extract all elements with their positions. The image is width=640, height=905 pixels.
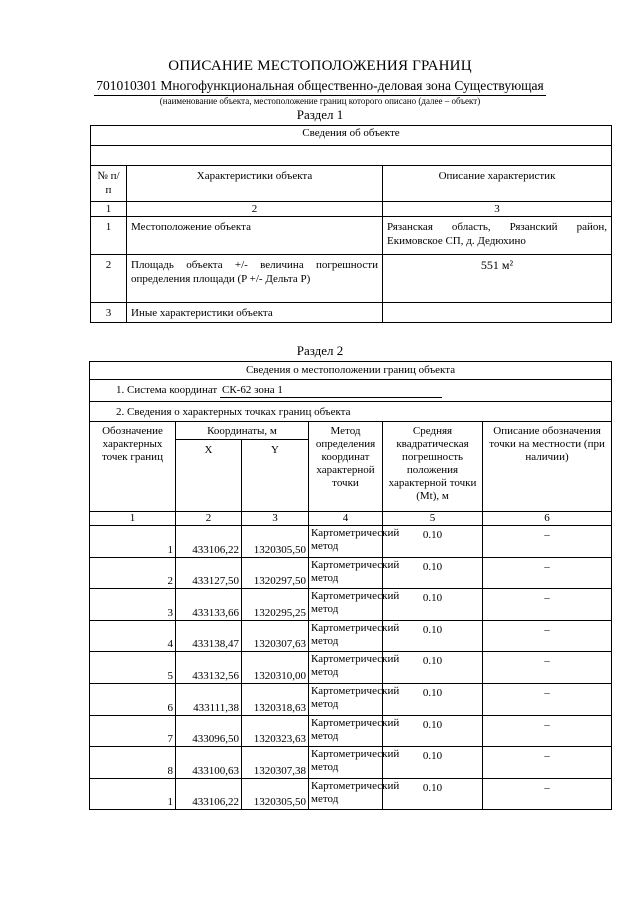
coord-y: 1320307,63 xyxy=(242,620,309,652)
method-value: Картометрический метод xyxy=(309,526,383,558)
point-number: 3 xyxy=(90,589,176,621)
coord-y: 1320305,50 xyxy=(242,526,309,558)
col-index: 2 xyxy=(176,512,242,526)
point-description: – xyxy=(483,557,612,589)
coord-x: 433132,56 xyxy=(176,652,242,684)
col-header-point: Обозначение характерных точек границ xyxy=(90,422,176,512)
coord-y: 1320323,63 xyxy=(242,715,309,747)
col-header-method: Метод определения координат характерной точки xyxy=(309,422,383,512)
coord-system-label: 1. Система координат xyxy=(116,384,218,396)
table-row xyxy=(90,715,612,747)
mt-value: 0.10 xyxy=(383,526,483,558)
point-number: 7 xyxy=(90,715,176,747)
section1-heading: Раздел 1 xyxy=(296,107,344,122)
col-index: 3 xyxy=(242,512,309,526)
point-description: – xyxy=(483,620,612,652)
point-description: – xyxy=(483,526,612,558)
coord-x: 433106,22 xyxy=(176,778,242,810)
coord-y: 1320307,38 xyxy=(242,747,309,779)
empty-row xyxy=(91,146,612,166)
object-info-table xyxy=(90,125,612,323)
point-number: 1 xyxy=(90,778,176,810)
point-description: – xyxy=(483,589,612,621)
point-description: – xyxy=(483,715,612,747)
method-value: Картометрический метод xyxy=(309,652,383,684)
point-number: 8 xyxy=(90,747,176,779)
row-number: 1 xyxy=(91,217,127,255)
mt-value: 0.10 xyxy=(383,747,483,779)
section2-heading: Раздел 2 xyxy=(296,343,344,358)
method-value: Картометрический метод xyxy=(309,620,383,652)
object-name-caption: (наименование объекта, местоположение границ которого описано (далее – объект) xyxy=(159,96,481,106)
row-number: 2 xyxy=(91,255,127,303)
characteristic-name: Иные характеристики объекта xyxy=(127,303,383,323)
object-name: 701010301 Многофункциональная общественно-деловая зона Существующая xyxy=(94,78,546,96)
coord-x: 433100,63 xyxy=(176,747,242,779)
coord-y: 1320297,50 xyxy=(242,557,309,589)
points-label: 2. Сведения о характерных точках границ объекта xyxy=(90,402,612,422)
table-row xyxy=(91,255,612,303)
mt-value: 0.10 xyxy=(383,589,483,621)
coord-system-row xyxy=(90,380,612,402)
col-index: 5 xyxy=(383,512,483,526)
table-row xyxy=(90,747,612,779)
col-index: 6 xyxy=(483,512,612,526)
document-title: ОПИСАНИЕ МЕСТОПОЛОЖЕНИЯ ГРАНИЦ xyxy=(168,58,472,74)
point-description: – xyxy=(483,778,612,810)
method-value: Картометрический метод xyxy=(309,715,383,747)
col-header-description: Описание обозначения точки на местности (при наличии) xyxy=(483,422,612,512)
boundary-table-title: Сведения о местоположении границ объекта xyxy=(90,362,612,380)
table-row xyxy=(90,683,612,715)
col-index: 2 xyxy=(127,202,383,217)
coord-x: 433133,66 xyxy=(176,589,242,621)
method-value: Картометрический метод xyxy=(309,683,383,715)
method-value: Картометрический метод xyxy=(309,778,383,810)
coord-y: 1320305,50 xyxy=(242,778,309,810)
point-number: 4 xyxy=(90,620,176,652)
col-header-characteristic: Характеристики объекта xyxy=(127,166,383,202)
col-header-no: № п/п xyxy=(91,166,127,202)
table-row xyxy=(90,620,612,652)
table-row xyxy=(90,557,612,589)
mt-value: 0.10 xyxy=(383,652,483,684)
table-row xyxy=(90,526,612,558)
characteristic-name: Площадь объекта +/- величина погрешности определения площади (P +/- Дельта P) xyxy=(127,255,383,303)
point-number: 5 xyxy=(90,652,176,684)
col-header-description: Описание характеристик xyxy=(383,166,612,202)
col-header-mt: Средняя квадратическая погрешность положения характерной точки (Mt), м xyxy=(383,422,483,512)
col-header-y: Y xyxy=(242,440,309,512)
col-index: 1 xyxy=(90,512,176,526)
row-number: 3 xyxy=(91,303,127,323)
col-header-x: X xyxy=(176,440,242,512)
mt-value: 0.10 xyxy=(383,620,483,652)
table-row xyxy=(90,589,612,621)
characteristic-name: Местоположение объекта xyxy=(127,217,383,255)
point-number: 6 xyxy=(90,683,176,715)
mt-value: 0.10 xyxy=(383,683,483,715)
col-index: 1 xyxy=(91,202,127,217)
method-value: Картометрический метод xyxy=(309,557,383,589)
coord-x: 433138,47 xyxy=(176,620,242,652)
coord-y: 1320318,63 xyxy=(242,683,309,715)
coord-x: 433127,50 xyxy=(176,557,242,589)
point-number: 2 xyxy=(90,557,176,589)
table-row xyxy=(90,652,612,684)
characteristic-value: Рязанская область, Рязанский район, Екимовское СП, д. Дедюхино xyxy=(383,217,612,255)
coord-y: 1320295,25 xyxy=(242,589,309,621)
characteristic-value xyxy=(383,303,612,323)
method-value: Картометрический метод xyxy=(309,747,383,779)
point-description: – xyxy=(483,652,612,684)
table-row xyxy=(91,217,612,255)
coord-x: 433096,50 xyxy=(176,715,242,747)
boundary-points-table xyxy=(89,361,612,810)
point-number: 1 xyxy=(90,526,176,558)
col-index: 3 xyxy=(383,202,612,217)
coord-y: 1320310,00 xyxy=(242,652,309,684)
object-info-title: Сведения об объекте xyxy=(91,126,612,146)
coord-system-value: СК-62 зона 1 xyxy=(220,384,442,398)
mt-value: 0.10 xyxy=(383,715,483,747)
method-value: Картометрический метод xyxy=(309,589,383,621)
area-value: 551 м² xyxy=(383,255,612,303)
mt-value: 0.10 xyxy=(383,778,483,810)
table-row xyxy=(90,778,612,810)
mt-value: 0.10 xyxy=(383,557,483,589)
point-description: – xyxy=(483,683,612,715)
coord-x: 433106,22 xyxy=(176,526,242,558)
col-index: 4 xyxy=(309,512,383,526)
table-row xyxy=(91,303,612,323)
coord-x: 433111,38 xyxy=(176,683,242,715)
object-name-line xyxy=(0,77,640,96)
point-description: – xyxy=(483,747,612,779)
col-header-coords: Координаты, м xyxy=(176,422,309,440)
